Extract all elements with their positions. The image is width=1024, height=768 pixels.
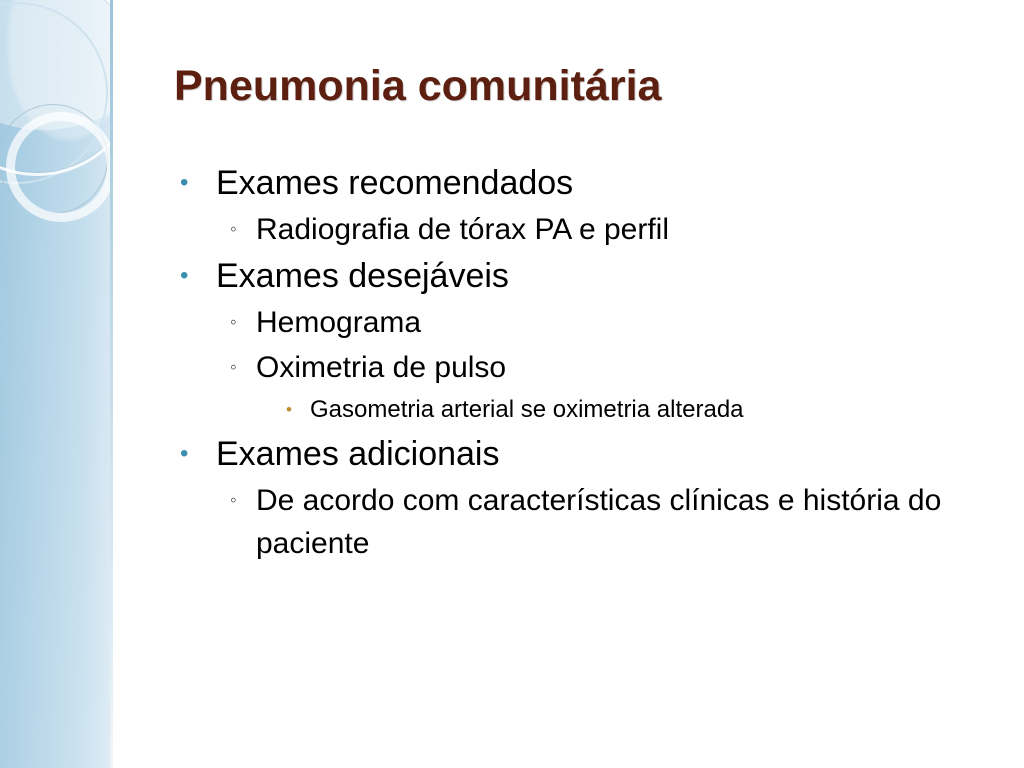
bullet-level1-icon: • xyxy=(180,440,189,467)
list-item-text: Exames desejáveis xyxy=(216,257,509,295)
bullet-level2-icon: ◦ xyxy=(230,357,237,378)
list-item xyxy=(174,431,1004,477)
list-item-text: De acordo com características clínicas e história do paciente xyxy=(256,484,942,560)
bullet-level1-icon: • xyxy=(180,169,189,196)
slide-body-list xyxy=(174,160,1004,567)
list-item xyxy=(174,346,1004,389)
bullet-level1-icon: • xyxy=(180,262,189,289)
list-item xyxy=(174,479,1004,565)
list-item-text: Exames recomendados xyxy=(216,164,574,202)
bullet-level2-icon: ◦ xyxy=(230,312,237,333)
list-item xyxy=(174,253,1004,299)
list-item xyxy=(174,208,1004,251)
list-item xyxy=(174,160,1004,206)
slide-content xyxy=(112,0,1024,768)
list-item xyxy=(174,301,1004,344)
slide-title: Pneumonia comunitária xyxy=(174,62,662,110)
list-item-text: Gasometria arterial se oximetria alterada xyxy=(310,396,744,423)
list-item xyxy=(174,391,1004,429)
list-item-text: Exames adicionais xyxy=(216,435,500,473)
decorative-left-band xyxy=(0,0,112,768)
bullet-level3-icon: • xyxy=(286,400,292,419)
list-item-text: Radiografia de tórax PA e perfil xyxy=(256,213,670,246)
bullet-level2-icon: ◦ xyxy=(230,219,237,240)
list-item-text: Oximetria de pulso xyxy=(256,351,507,384)
bullet-level2-icon: ◦ xyxy=(230,490,237,511)
list-item-text: Hemograma xyxy=(256,306,422,339)
circle-decoration-ring-inner xyxy=(6,112,112,222)
